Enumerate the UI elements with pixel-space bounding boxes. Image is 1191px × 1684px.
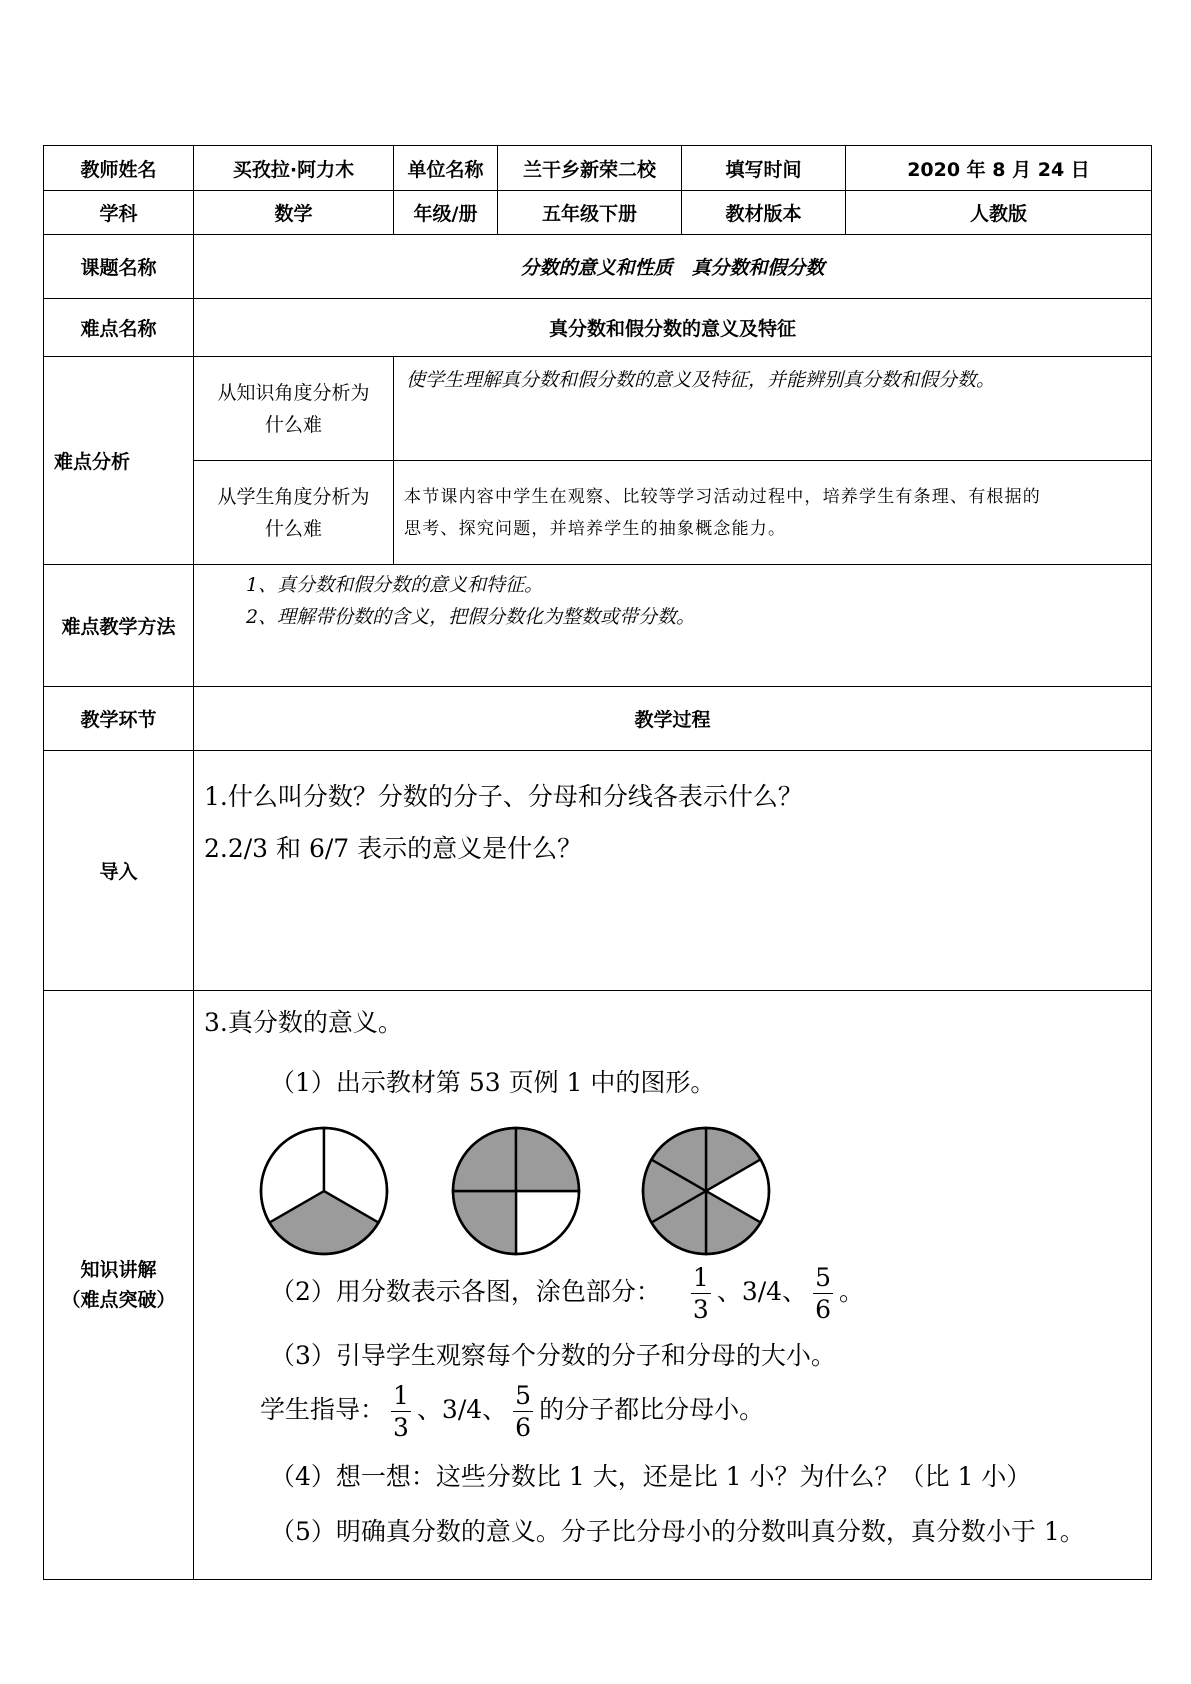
edition-value: 人教版 (846, 191, 1152, 235)
subject-value: 数学 (194, 191, 394, 235)
grade-label: 年级/册 (394, 191, 498, 235)
fraction-one-third (691, 1265, 711, 1322)
method-item-1: 1、真分数和假分数的意义和特征。 (246, 574, 544, 596)
student-angle-line1: 从学生角度分析为 (217, 485, 370, 508)
fraction-denominator: 3 (692, 1295, 709, 1324)
knowledge-step-5: （5）明确真分数的意义。分子比分母小的分数叫真分数，真分数小于 1。 (270, 1517, 1085, 1546)
process-title: 教学过程 (194, 687, 1152, 751)
knowledge-step-2 (270, 1265, 864, 1322)
analysis-label: 难点分析 (44, 357, 194, 565)
fraction-numerator: 5 (515, 1381, 532, 1410)
knowledge-label (44, 991, 194, 1580)
fraction-denominator: 6 (815, 1295, 831, 1324)
knowledge-label-line1: 知识讲解 (80, 1259, 157, 1281)
knowledge-angle-text: 使学生理解真分数和假分数的意义及特征，并能辨别真分数和假分数。 (406, 369, 996, 391)
student-angle-line2: 什么难 (264, 517, 322, 540)
knowledge-label-line2: （难点突破） (61, 1289, 176, 1311)
fraction-circles (256, 1121, 776, 1261)
fraction-denominator: 6 (515, 1413, 532, 1442)
difficulty-value: 真分数和假分数的意义及特征 (194, 299, 1152, 357)
intro-line-1: 1.什么叫分数？分数的分子、分母和分线各表示什么？ (204, 782, 803, 811)
fraction-circle-3 (643, 1128, 769, 1254)
step3b-text-a: 学生指导： (260, 1395, 386, 1424)
topic-label: 课题名称 (44, 235, 194, 299)
subject-label: 学科 (44, 191, 194, 235)
student-angle-text-line1: 本节课内容中学生在观察、比较等学习活动过程中，培养学生有条理、有根据的 (404, 486, 1041, 507)
method-item-2: 2、理解带份数的含义，把假分数化为整数或带分数。 (246, 606, 696, 628)
teacher-label: 教师姓名 (44, 146, 194, 191)
fraction-five-sixths (813, 1265, 833, 1322)
knowledge-angle-label (194, 357, 394, 461)
fraction-numerator: 1 (393, 1381, 409, 1410)
unit-value: 兰干乡新荣二校 (498, 146, 682, 191)
topic-value: 分数的意义和性质 真分数和假分数 (520, 257, 825, 279)
date-value: 2020 年 8 月 24 日 (846, 146, 1152, 191)
fraction-one-third (391, 1383, 411, 1440)
student-angle-text (394, 461, 1152, 565)
step2-text-c: 。 (838, 1277, 864, 1306)
intro-line-2: 2.2/3 和 6/7 表示的意义是什么？ (204, 834, 583, 863)
intro-content (194, 751, 1152, 991)
fraction-circle-2 (453, 1128, 579, 1254)
fraction-five-sixths (513, 1383, 533, 1440)
step2-text-a: （2）用分数表示各图，涂色部分： (270, 1277, 661, 1306)
knowledge-angle-line1: 从知识角度分析为 (217, 381, 370, 404)
fraction-circle-1 (261, 1128, 387, 1254)
student-angle-text-line2: 思考、探究问题，并培养学生的抽象概念能力。 (404, 518, 787, 539)
fraction-denominator: 3 (393, 1413, 409, 1442)
method-content (194, 565, 1152, 687)
fraction-numerator: 5 (815, 1263, 831, 1292)
method-label: 难点教学方法 (44, 565, 194, 687)
intro-label: 导入 (44, 751, 194, 991)
process-stage-label: 教学环节 (44, 687, 194, 751)
knowledge-content (194, 991, 1152, 1580)
knowledge-step-3: （3）引导学生观察每个分数的分子和分母的大小。 (270, 1341, 836, 1370)
grade-value: 五年级下册 (498, 191, 682, 235)
difficulty-label: 难点名称 (44, 299, 194, 357)
knowledge-title: 3.真分数的意义。 (204, 1008, 403, 1037)
fraction-numerator: 1 (692, 1263, 709, 1292)
knowledge-step-1: （1）出示教材第 53 页例 1 中的图形。 (270, 1068, 716, 1097)
knowledge-angle-line2: 什么难 (264, 413, 322, 436)
teacher-value: 买孜拉·阿力木 (194, 146, 394, 191)
lesson-plan-table (43, 145, 1152, 1580)
knowledge-step-4: （4）想一想：这些分数比 1 大，还是比 1 小？为什么？（比 1 小） (270, 1462, 1032, 1491)
date-label: 填写时间 (682, 146, 846, 191)
unit-label: 单位名称 (394, 146, 498, 191)
step3b-text-b: 、3/4、 (416, 1395, 508, 1424)
step3b-text-c: 的分子都比分母小。 (539, 1395, 765, 1424)
edition-label: 教材版本 (682, 191, 846, 235)
knowledge-step-3b (260, 1383, 764, 1440)
student-angle-label (194, 461, 394, 565)
step2-text-b: 、3/4、 (716, 1277, 808, 1306)
